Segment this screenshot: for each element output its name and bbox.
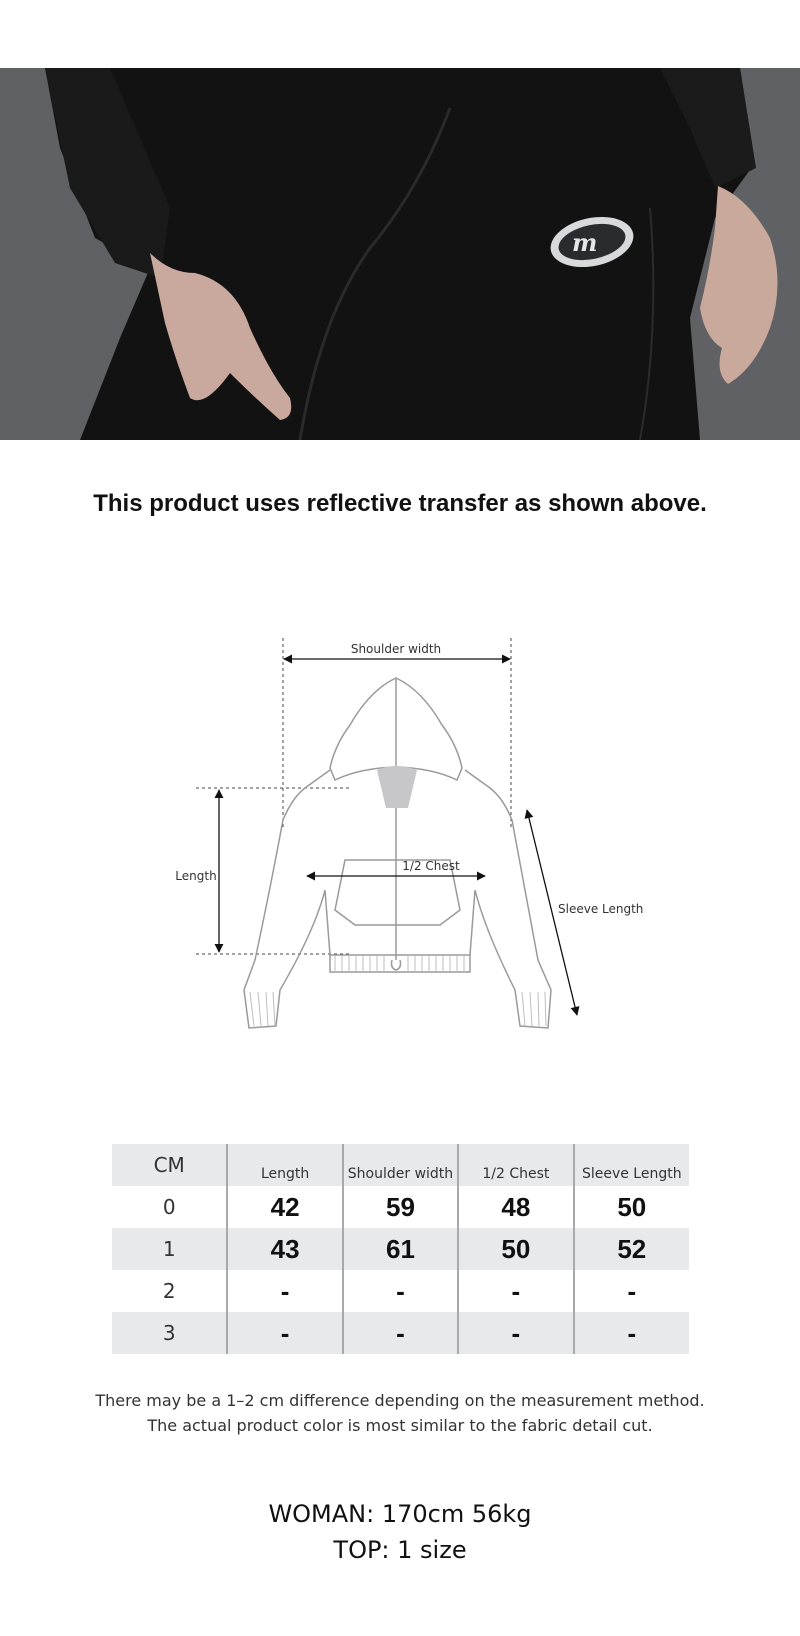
table-cell: 50 — [617, 1191, 647, 1222]
table-cell: 48 — [458, 1186, 573, 1228]
table-cell: 50 — [458, 1228, 573, 1270]
column-header-chest: 1/2 Chest — [458, 1144, 573, 1186]
table-cell: - — [458, 1312, 573, 1354]
product-photo — [0, 68, 800, 440]
table-cell: - — [627, 1275, 637, 1306]
note-line-2: The actual product color is most similar to the fabric detail cut. — [147, 1416, 653, 1435]
size-label: 0 — [112, 1186, 227, 1228]
note-line-1: There may be a 1–2 cm difference depending on the measurement method. — [95, 1391, 705, 1410]
table-row — [112, 1186, 689, 1228]
column-header-sleeve-length: Sleeve Length — [581, 1166, 682, 1182]
table-cell: - — [458, 1270, 573, 1312]
table-header-row — [112, 1144, 689, 1186]
table-cell: 59 — [343, 1186, 458, 1228]
label-length: Length — [175, 869, 217, 883]
table-cell: 52 — [617, 1233, 647, 1264]
label-sleeve-length: Sleeve Length — [558, 902, 644, 916]
svg-text:m: m — [572, 228, 598, 257]
reflective-caption: This product uses reflective transfer as shown above. — [93, 490, 707, 517]
table-cell: - — [343, 1312, 458, 1354]
model-size-info: TOP: 1 size — [333, 1536, 467, 1564]
table-cell: 43 — [227, 1228, 342, 1270]
table-cell: - — [627, 1317, 637, 1348]
table-cell: 61 — [343, 1228, 458, 1270]
table-cell: - — [227, 1312, 342, 1354]
size-table — [112, 1144, 689, 1354]
column-header-length: Length — [227, 1144, 342, 1186]
label-chest: 1/2 Chest — [402, 859, 460, 873]
table-cell: - — [343, 1270, 458, 1312]
size-label: 1 — [112, 1228, 227, 1270]
table-row — [112, 1312, 689, 1354]
measurement-note — [0, 1388, 800, 1438]
label-shoulder-width: Shoulder width — [350, 642, 442, 656]
table-cell: 42 — [227, 1186, 342, 1228]
column-header-shoulder-width: Shoulder width — [343, 1144, 458, 1186]
table-row — [112, 1270, 689, 1312]
model-body-info: WOMAN: 170cm 56kg — [268, 1500, 532, 1528]
table-cell: - — [227, 1270, 342, 1312]
table-row — [112, 1228, 689, 1270]
unit-header: CM — [112, 1144, 227, 1186]
size-label: 3 — [112, 1312, 227, 1354]
model-info — [0, 1496, 800, 1568]
size-label: 2 — [112, 1270, 227, 1312]
measurement-diagram — [170, 630, 650, 1040]
